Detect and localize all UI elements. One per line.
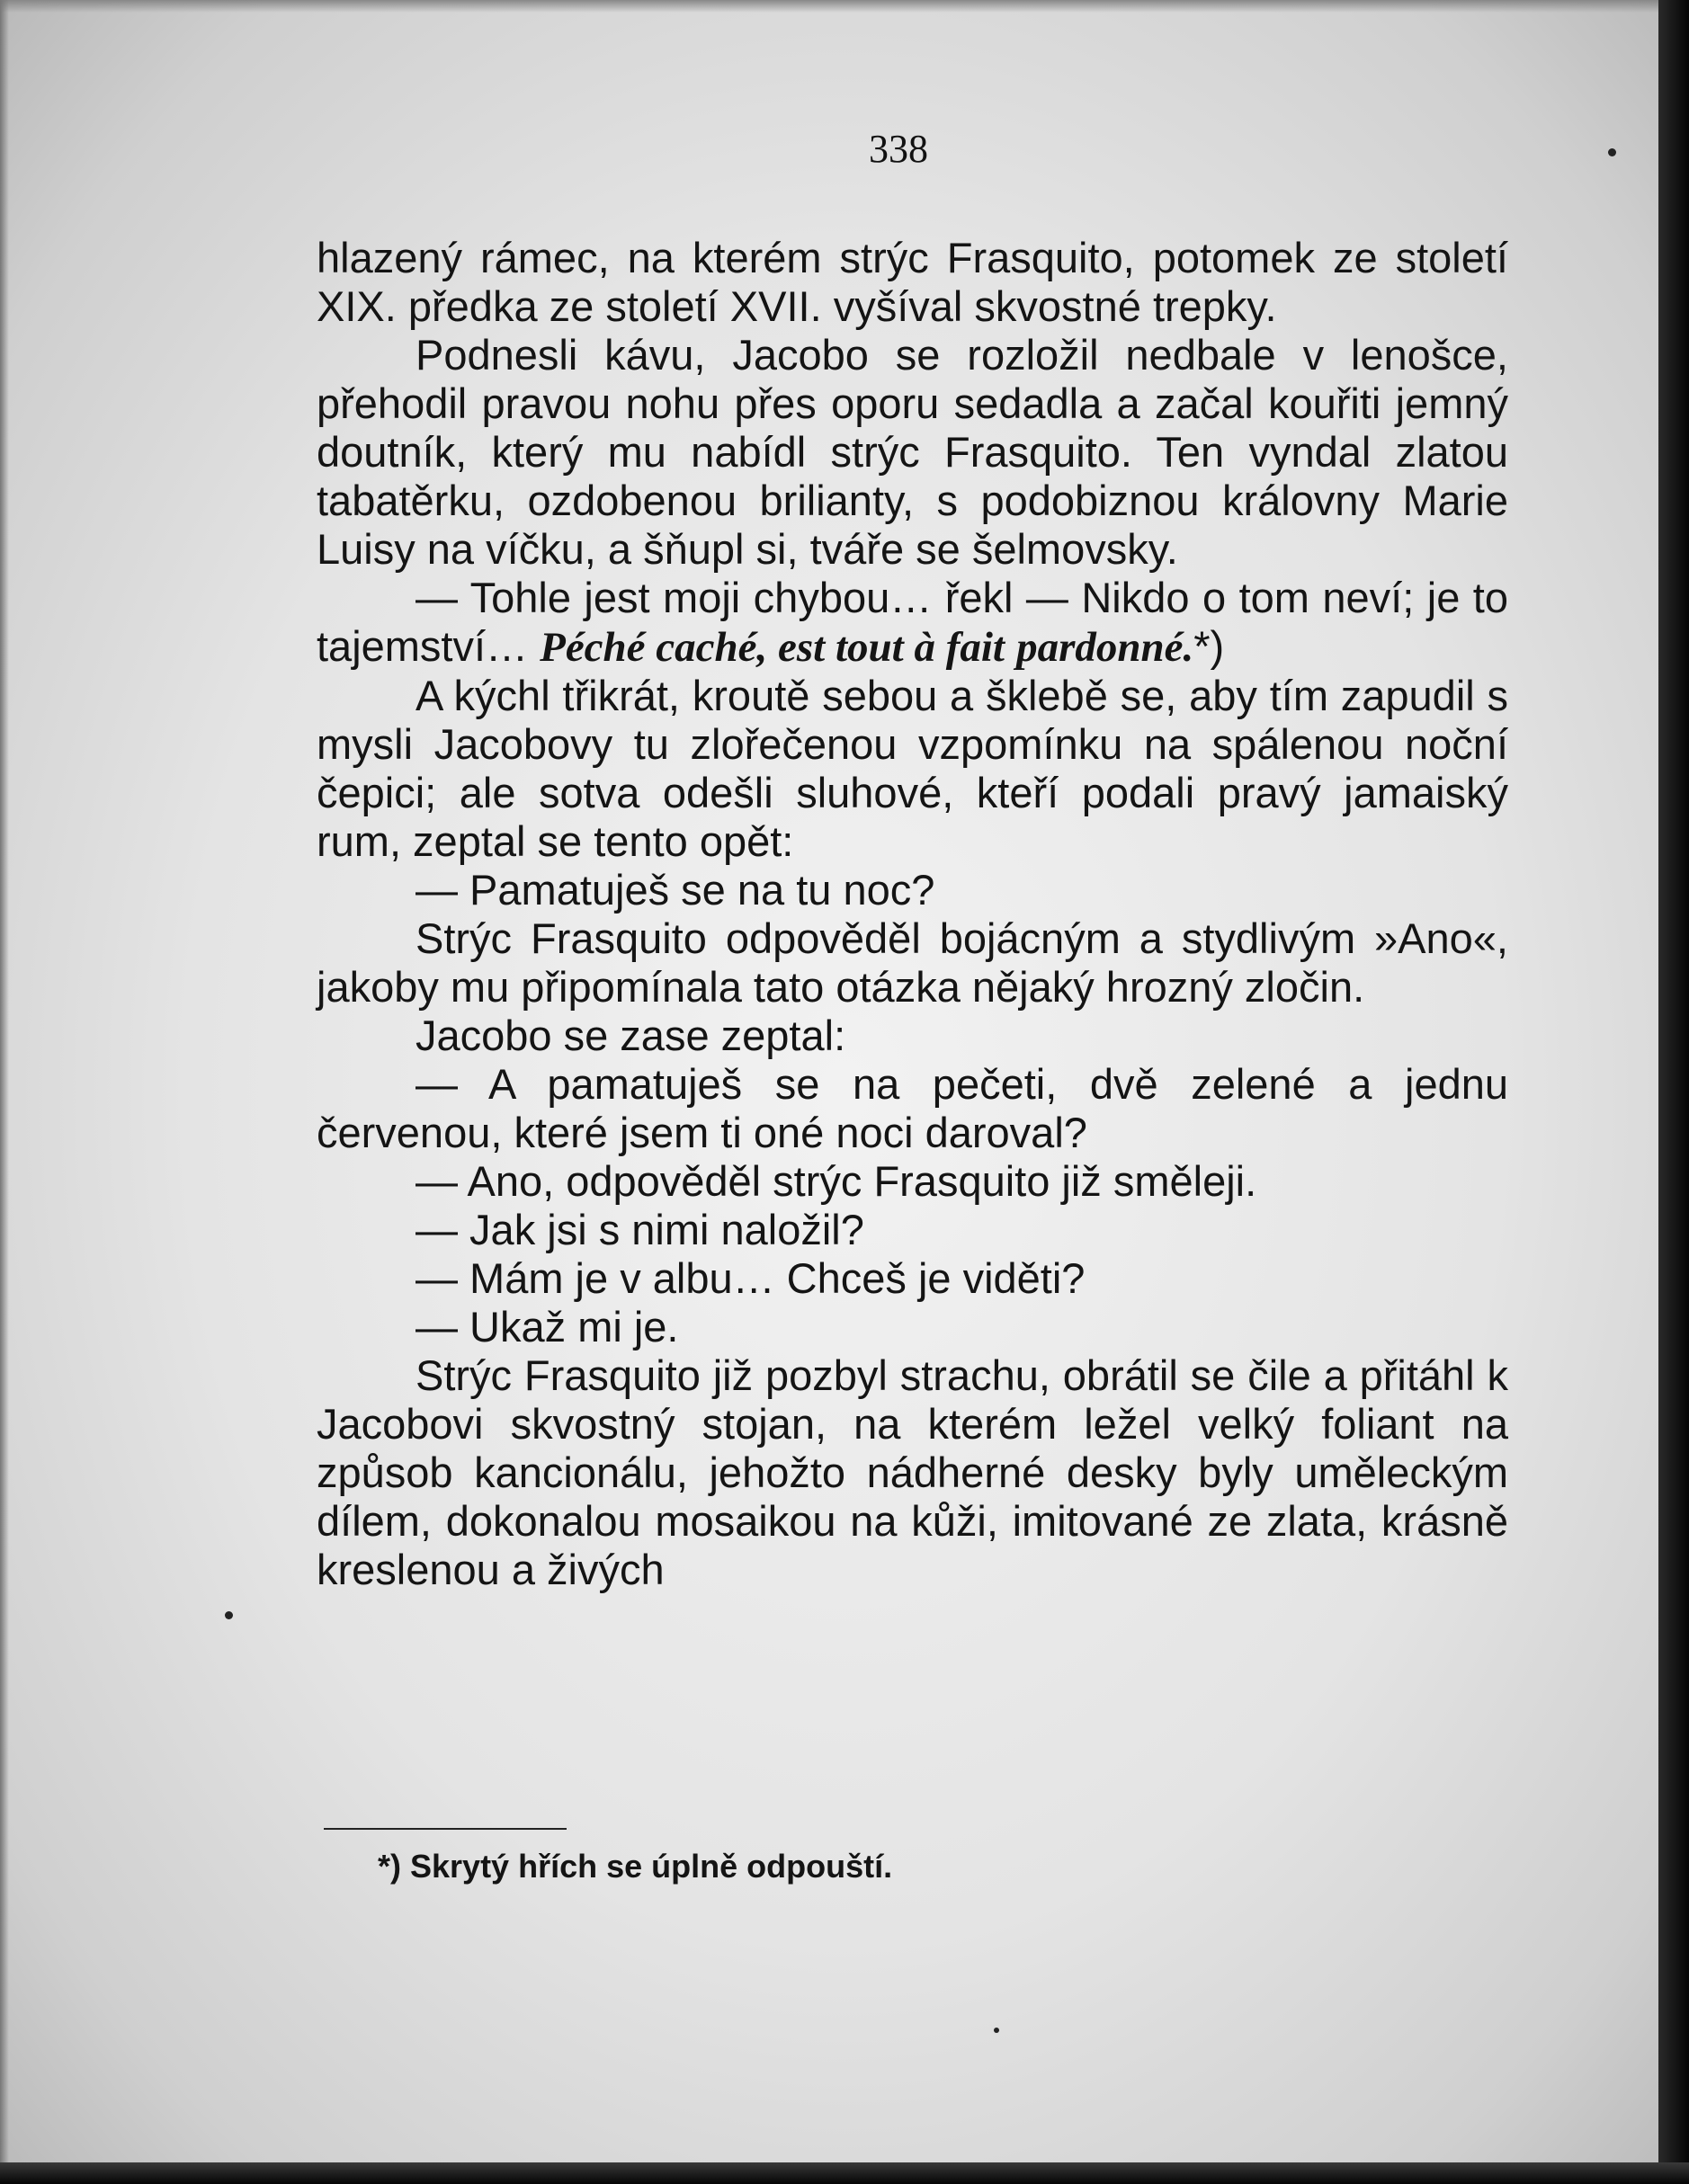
scan-edge-right [1658,0,1689,2184]
paragraph: A kýchl třikrát, kroutě sebou a šklebě se, aby tím zapudil s mysli Jacobovy tu zlořečenou vzpomínku na spálenou noční čepici; ale sotva odešli sluhové, kteří podali pravý jamaiský rum, zeptal se tento opět: [317,672,1508,865]
scan-edge-top [0,0,1689,13]
dialogue-text: — Tohle jest moji chybou… řekl — Nikdo o tom neví; je to tajemství… [317,574,1508,670]
paragraph: — Mám je v albu… Chceš je viděti? [416,1254,1086,1302]
paragraph: — Ano, odpověděl strýc Frasquito již směleji. [416,1157,1257,1205]
ink-speck [1608,148,1616,156]
scan-edge-left [0,0,9,2184]
footnote-divider [324,1828,567,1830]
paragraph: — Pamatuješ se na tu noc? [416,866,935,914]
scan-edge-bottom [0,2162,1689,2184]
ink-speck [994,2028,999,2033]
paragraph: — Jak jsi s nimi naložil? [416,1206,864,1253]
paragraph: hlazený rámec, na kterém strýc Frasquito, potomek ze století XIX. předka ze století XVII. vyšíval skvostné trepky. [317,234,1508,330]
french-phrase-end: pardonné. [1016,624,1194,671]
french-phrase: Péché caché, est tout à fait [540,624,1005,671]
paragraph: — Ukaž mi je. [416,1303,679,1351]
footnote: *) Skrytý hřích se úplně odpouští. [378,1848,893,1885]
footnote-marker: *) [1193,622,1225,670]
paragraph [317,574,1508,672]
paragraph: — A pamatuješ se na pečeti, dvě zelené a jednu červenou, které jsem ti oné noci daroval? [317,1060,1508,1156]
paragraph: Podnesli kávu, Jacobo se rozložil nedbale v lenošce, přehodil pravou nohu přes oporu sedadla a začal kouřiti jemný doutník, který mu nabídl strýc Frasquito. Ten vyndal zlatou tabatěrku, ozdobenou brilianty, s podobiznou královny Marie Luisy na víčku, a šňupl si, tváře se šelmovsky. [317,331,1508,573]
paragraph: Strýc Frasquito odpověděl bojácným a stydlivým »Ano«, jakoby mu připomínala tato otázka nějaký hrozný zločin. [317,914,1508,1011]
paragraph: Jacobo se zase zeptal: [416,1012,846,1059]
page-number: 338 [869,127,928,171]
body-text [317,234,1508,1594]
ink-speck [225,1611,233,1619]
paragraph: Strýc Frasquito již pozbyl strachu, obrátil se čile a přitáhl k Jacobovi skvostný stojan, na kterém ležel velký foliant na způsob kancionálu, jehožto nádherné desky byly uměleckým dílem, dokonalou mosaikou na kůži, imitované ze zlata, krásně kreslenou a živých [317,1351,1508,1593]
